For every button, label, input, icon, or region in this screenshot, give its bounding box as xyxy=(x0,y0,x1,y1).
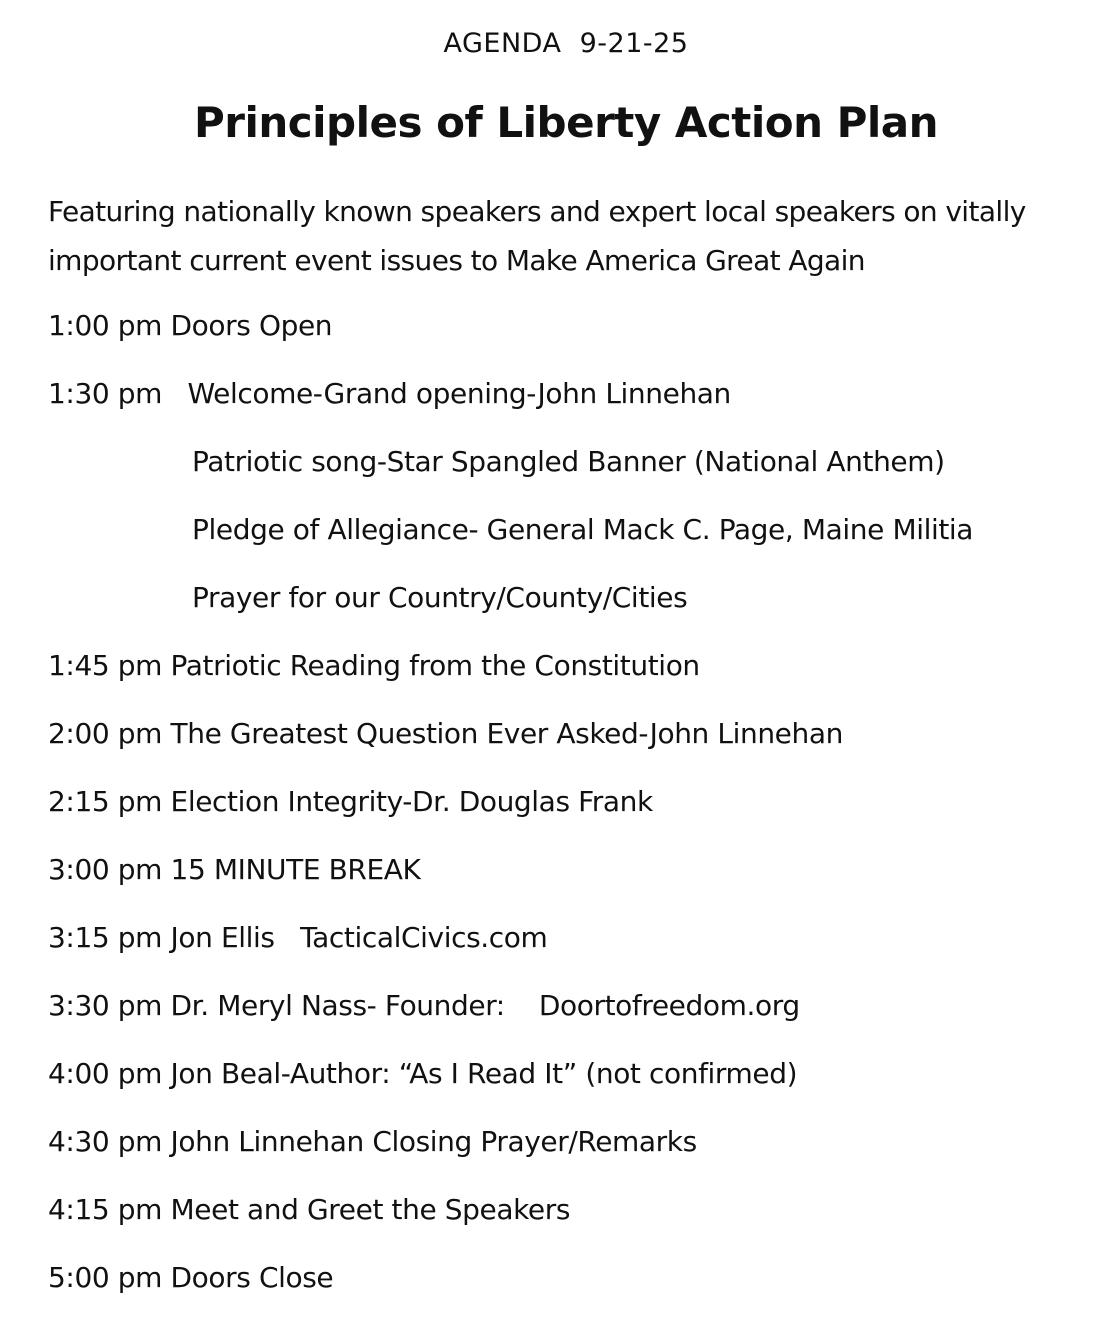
schedule-subitem-pledge: Pledge of Allegiance- General Mack C. Page, Maine Militia xyxy=(192,513,974,546)
schedule-subitem-anthem: Patriotic song-Star Spangled Banner (National Anthem) xyxy=(192,445,945,478)
schedule-item-doors-close: 5:00 pm Doors Close xyxy=(48,1261,334,1294)
schedule-item-welcome: 1:30 pm Welcome-Grand opening-John Linnehan xyxy=(48,377,731,410)
agenda-date-label: AGENDA 9-21-25 xyxy=(443,28,689,59)
intro-paragraph: Featuring nationally known speakers and expert local speakers on vitally important current event issues to Make America Great Again xyxy=(48,195,1026,277)
page-title: Principles of Liberty Action Plan xyxy=(193,98,939,147)
schedule-item-meet-greet: 4:15 pm Meet and Greet the Speakers xyxy=(48,1193,571,1226)
schedule-item-greatest-question: 2:00 pm The Greatest Question Ever Asked-John Linnehan xyxy=(48,717,843,750)
schedule-item-reading: 1:45 pm Patriotic Reading from the Constitution xyxy=(48,649,700,682)
schedule-item-jon-ellis: 3:15 pm Jon Ellis TacticalCivics.com xyxy=(48,921,548,954)
schedule-item-jon-beal: 4:00 pm Jon Beal-Author: “As I Read It” (not confirmed) xyxy=(48,1057,798,1090)
schedule-item-break: 3:00 pm 15 MINUTE BREAK xyxy=(48,853,421,886)
schedule-item-meryl-nass: 3:30 pm Dr. Meryl Nass- Founder: Doortofreedom.org xyxy=(48,989,800,1022)
schedule-item-doors-open: 1:00 pm Doors Open xyxy=(48,309,333,342)
schedule-item-election-integrity: 2:15 pm Election Integrity-Dr. Douglas Frank xyxy=(48,785,653,818)
schedule-item-closing-prayer: 4:30 pm John Linnehan Closing Prayer/Remarks xyxy=(48,1125,697,1158)
schedule-subitem-prayer: Prayer for our Country/County/Cities xyxy=(192,581,688,614)
